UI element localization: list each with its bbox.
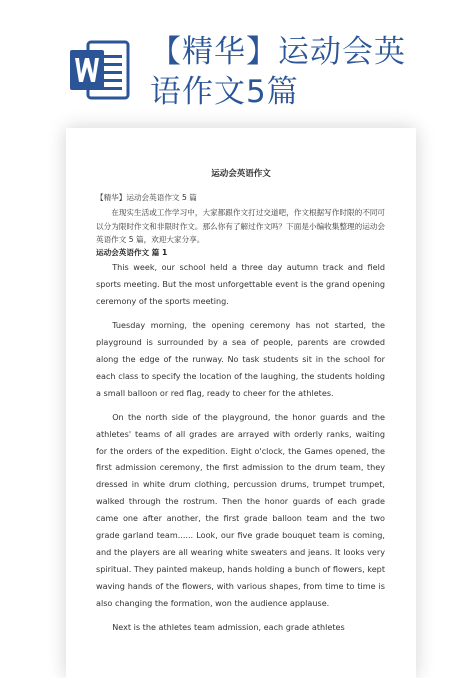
title-line-1: 【精华】运动会英: [150, 34, 406, 70]
header: [0, 0, 474, 120]
document-title: 运动会英语作文: [211, 169, 271, 179]
intro-label: 【精华】运动会英语作文 5 篇: [96, 193, 197, 202]
paragraph: On the north side of the playground, the honor guards and the athletes' teams of all grades are arrayed with orderly ranks, waiting for the orders of the expedition. Eight o'clock, the Games opened, the first admission ceremony, the first admission to the drum team, they dressed in white drum clothing, percussion drums, trumpet trumpet, walked through the rostrum. Then the honor guards of each grade came one after another, the first grade balloon team and the two grade garland team...... Look, our five grade bouquet team is coming, and the players are all wearing white sweaters and jeans. It looks very spiritual. They painted makeup, hands holding a bunch of flowers, kept waving hands of the flowers, with various shapes, from time to time is also changing the formation, won the audience applause.: [96, 411, 385, 608]
word-document-icon: [68, 38, 132, 102]
paragraph: This week, our school held a three day autumn track and field sports meeting. But the most unforgettable event is the grand opening ceremony of the sports meeting.: [96, 262, 385, 307]
paragraph: Tuesday morning, the opening ceremony has not started, the playground is surrounded by a sea of people, parents are crowded along the edge of the runway. No task students sit in the school for each class to specify the location of the laughing, the students holding a small balloon or red flag, ready to cheer for the athletes.: [96, 320, 385, 398]
english-essay: [96, 259, 385, 635]
title-line-2: 语作文5篇: [150, 74, 299, 110]
page-title: [150, 32, 468, 112]
section-heading: 运动会英语作文 篇 1: [96, 248, 168, 258]
paragraph: Next is the athletes team admission, each grade athletes: [112, 621, 345, 632]
document-body: [96, 191, 385, 636]
intro-paragraph: 在现实生活或工作学习中，大家都跟作文打过交道吧，作文根据写作时限的不同可以分为限时作文和非限时作文。那么你有了解过作文吗？下面是小编收集整理的运动会英语作文 5 篇，欢迎大家分享。: [96, 208, 385, 244]
document-page: [66, 128, 416, 678]
